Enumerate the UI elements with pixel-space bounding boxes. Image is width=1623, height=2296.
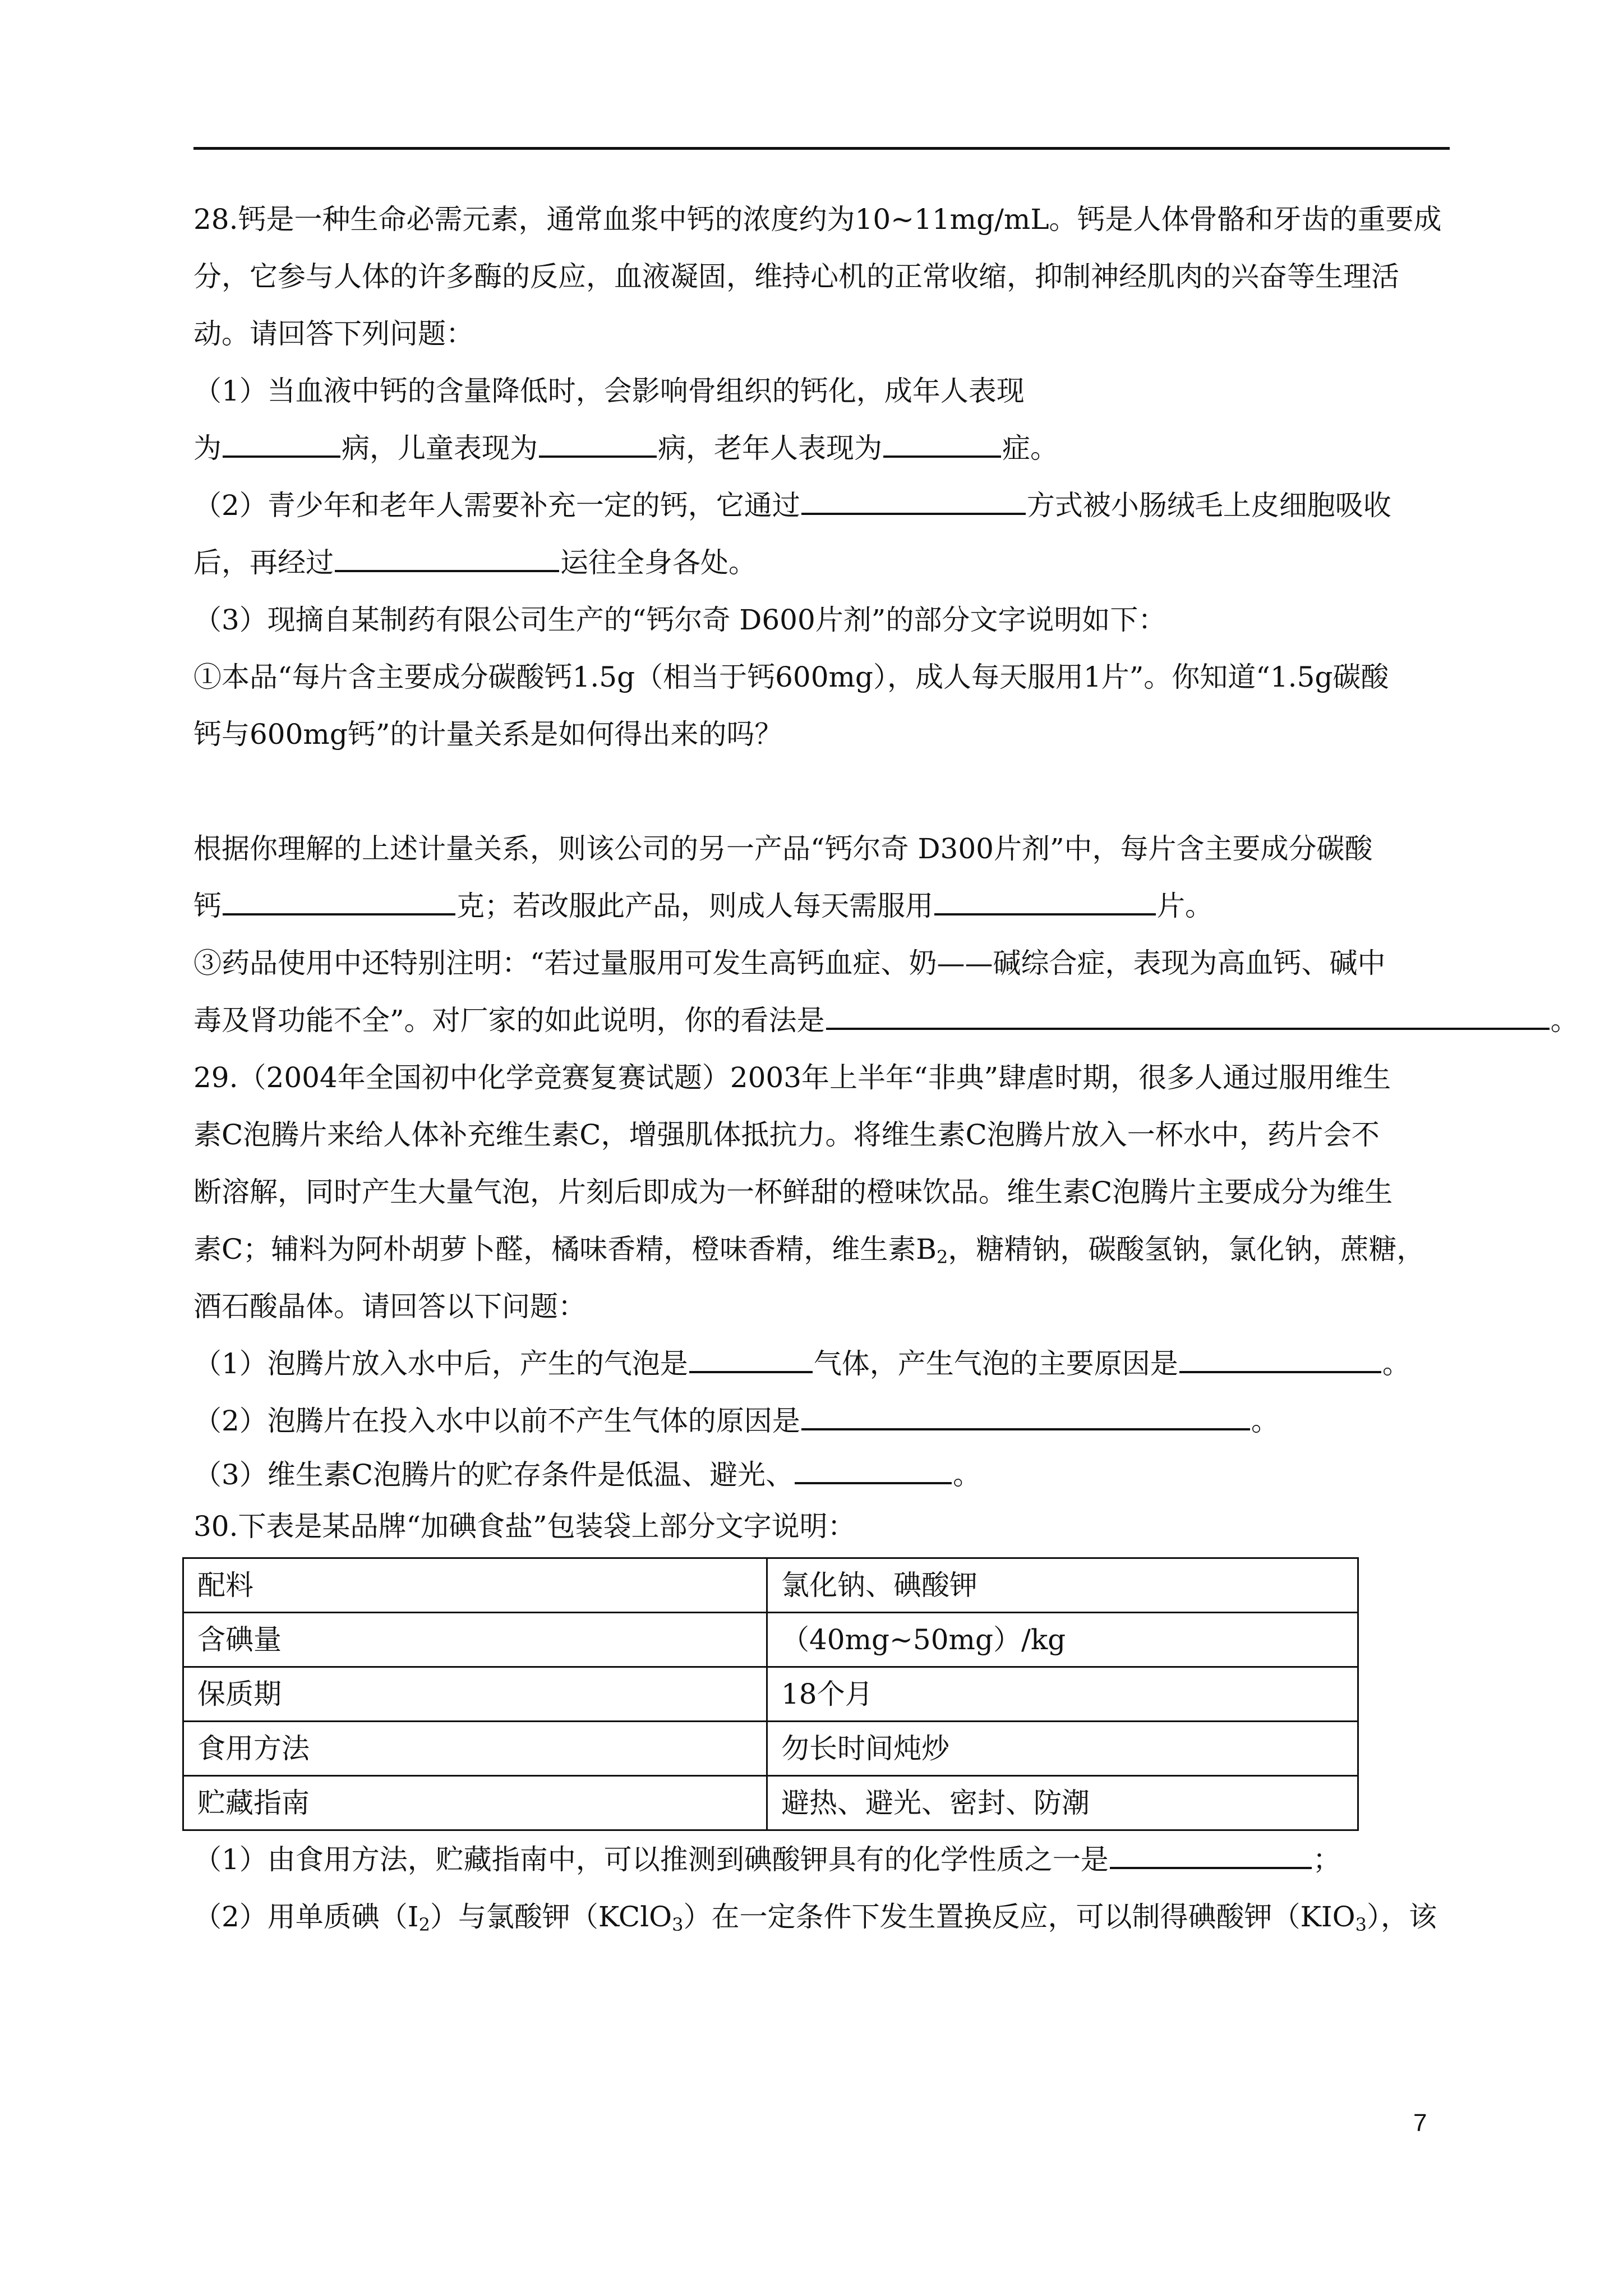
text-fragment: 方式被小肠绒毛上皮细胞吸收	[1026, 489, 1391, 522]
text-fragment: 气体，产生气泡的主要原因是	[813, 1347, 1178, 1380]
table-cell: 勿长时间炖炒	[767, 1722, 1358, 1776]
text-fragment: ；	[1312, 1843, 1341, 1876]
table-cell: 配料	[183, 1558, 767, 1613]
subscript: 3	[1355, 1914, 1367, 1935]
q29-line4	[193, 1221, 1455, 1278]
q30-s1	[193, 1831, 1455, 1888]
subscript: 2	[937, 1246, 948, 1268]
subscript: 2	[418, 1914, 430, 1935]
text-fragment: 片。	[1157, 890, 1213, 922]
q29-s2	[193, 1392, 1455, 1450]
text-fragment: 病，老年人表现为	[658, 432, 882, 464]
text-fragment: ）在一定条件下发生置换反应，可以制得碘酸钾（KIO	[683, 1901, 1355, 1933]
answer-blank[interactable]	[335, 537, 559, 572]
table-cell: 保质期	[183, 1667, 767, 1722]
q29-s3	[193, 1450, 1455, 1498]
text-fragment: ，糖精钠，碳酸氢钠，氯化钠，蔗糖，	[948, 1233, 1425, 1266]
table-row	[183, 1722, 1358, 1776]
table-row	[183, 1558, 1358, 1613]
text-fragment: （1）泡腾片放入水中后，产生的气泡是	[193, 1347, 688, 1380]
answer-blank[interactable]	[223, 881, 455, 915]
text-fragment: 毒及肾功能不全”。对厂家的如此说明，你的看法是	[193, 1004, 825, 1037]
table-row	[183, 1613, 1358, 1667]
page-content	[193, 191, 1579, 1945]
q28-s3-iii-line2	[193, 992, 1579, 1049]
table-cell: 食用方法	[183, 1722, 767, 1776]
q28-s1-line1: （1）当血液中钙的含量降低时，会影响骨组织的钙化，成年人表现	[193, 375, 1025, 407]
q28-s3-ii-line1: 根据你理解的上述计量关系，则该公司的另一产品“钙尔奇 D300片剂”中，每片含主要成分碳酸	[193, 832, 1373, 865]
answer-blank[interactable]	[689, 1338, 813, 1373]
table-cell: 18个月	[767, 1667, 1358, 1722]
answer-blank[interactable]	[1110, 1834, 1312, 1869]
table-row	[183, 1776, 1358, 1830]
q28-s3-ii-line2	[193, 877, 1455, 935]
q30-s2	[193, 1888, 1455, 1945]
q28-s3-i-line2: 钙与600mg钙”的计量关系是如何得出来的吗？	[193, 718, 783, 751]
answer-blank[interactable]	[883, 423, 1001, 458]
answer-blank[interactable]	[1179, 1338, 1381, 1373]
text-fragment: 症。	[1002, 432, 1058, 464]
table-cell: 贮藏指南	[183, 1776, 767, 1830]
subscript: 3	[672, 1914, 684, 1935]
text-fragment: 素C；辅料为阿朴胡萝卜醛，橘味香精，橙味香精，维生素B	[193, 1233, 937, 1266]
text-fragment: ），该	[1367, 1901, 1437, 1933]
text-fragment: 。	[1382, 1347, 1410, 1380]
q28-s3-i-line1: ①本品“每片含主要成分碳酸钙1.5g（相当于钙600mg），成人每天服用1片”。你知道“1.5g碳酸	[193, 661, 1389, 693]
answer-blank[interactable]	[795, 1450, 952, 1484]
q28-s3-iii-line1: ③药品使用中还特别注明：“若过量服用可发生高钙血症、奶——碱综合症，表现为高血钙、碱中	[193, 947, 1386, 979]
answer-blank[interactable]	[223, 423, 340, 458]
table-cell: 氯化钠、碘酸钾	[767, 1558, 1358, 1613]
answer-space	[193, 763, 1455, 820]
text-fragment: （2）用单质碘（I	[193, 1901, 419, 1933]
q28-intro-line2: 分，它参与人体的许多酶的反应，血液凝固，维持心机的正常收缩，抑制神经肌肉的兴奋等生理活	[193, 260, 1399, 293]
text-fragment: 。	[953, 1458, 981, 1491]
text-fragment: （2）青少年和老年人需要补充一定的钙，它通过	[193, 489, 800, 522]
text-fragment: （1）由食用方法，贮藏指南中，可以推测到碘酸钾具有的化学性质之一是	[193, 1843, 1109, 1876]
text-fragment: 克；若改服此产品，则成人每天需服用	[457, 890, 933, 922]
text-fragment: 钙	[193, 890, 222, 922]
text-fragment: 病，儿童表现为	[342, 432, 538, 464]
q28-s2-line2	[193, 534, 1455, 591]
answer-blank[interactable]	[801, 1396, 1250, 1430]
q29-line2: 素C泡腾片来给人体补充维生素C，增强肌体抵抗力。将维生素C泡腾片放入一杯水中，药片会不	[193, 1119, 1380, 1151]
answer-blank[interactable]	[826, 995, 1550, 1030]
table-row	[183, 1667, 1358, 1722]
answer-blank[interactable]	[934, 881, 1156, 915]
page-number: 7	[1413, 2109, 1427, 2137]
q29-line5: 酒石酸晶体。请回答以下问题：	[193, 1290, 586, 1323]
answer-blank[interactable]	[539, 423, 657, 458]
text-fragment: ）与氯酸钾（KClO	[430, 1901, 672, 1933]
text-fragment: 后，再经过	[193, 546, 334, 579]
header-rule	[193, 147, 1450, 150]
text-fragment: （3）维生素C泡腾片的贮存条件是低温、避光、	[193, 1458, 794, 1491]
q28-intro-line3: 动。请回答下列问题：	[193, 318, 474, 350]
q30-intro: 30.下表是某品牌“加碘食盐”包装袋上部分文字说明：	[193, 1510, 856, 1543]
q29-s1	[193, 1335, 1455, 1392]
text-fragment: （2）泡腾片在投入水中以前不产生气体的原因是	[193, 1405, 800, 1437]
q29-line3: 断溶解，同时产生大量气泡，片刻后即成为一杯鲜甜的橙味饮品。维生素C泡腾片主要成分为维生	[193, 1176, 1393, 1208]
table-cell: （40mg~50mg）/kg	[767, 1613, 1358, 1667]
iodized-salt-table	[182, 1557, 1359, 1831]
text-fragment: 。	[1550, 1004, 1579, 1037]
table-cell: 含碘量	[183, 1613, 767, 1667]
q28-s2-line1	[193, 477, 1455, 534]
q28-s3-line1: （3）现摘自某制药有限公司生产的“钙尔奇 D600片剂”的部分文字说明如下：	[193, 604, 1166, 636]
q28-s1-line2	[193, 420, 1455, 477]
table-cell: 避热、避光、密封、防潮	[767, 1776, 1358, 1830]
q29-line1: 29.（2004年全国初中化学竞赛复赛试题）2003年上半年“非典”肆虐时期，很多人通过服用维生	[193, 1061, 1391, 1094]
text-fragment: 运往全身各处。	[560, 546, 757, 579]
q28-intro-line1: 28.钙是一种生命必需元素，通常血浆中钙的浓度约为10~11mg/mL。钙是人体骨骼和牙齿的重要成	[193, 203, 1442, 236]
text-fragment: 为	[193, 432, 222, 464]
text-fragment: 。	[1251, 1405, 1279, 1437]
table-body	[183, 1558, 1358, 1830]
answer-blank[interactable]	[801, 480, 1026, 515]
